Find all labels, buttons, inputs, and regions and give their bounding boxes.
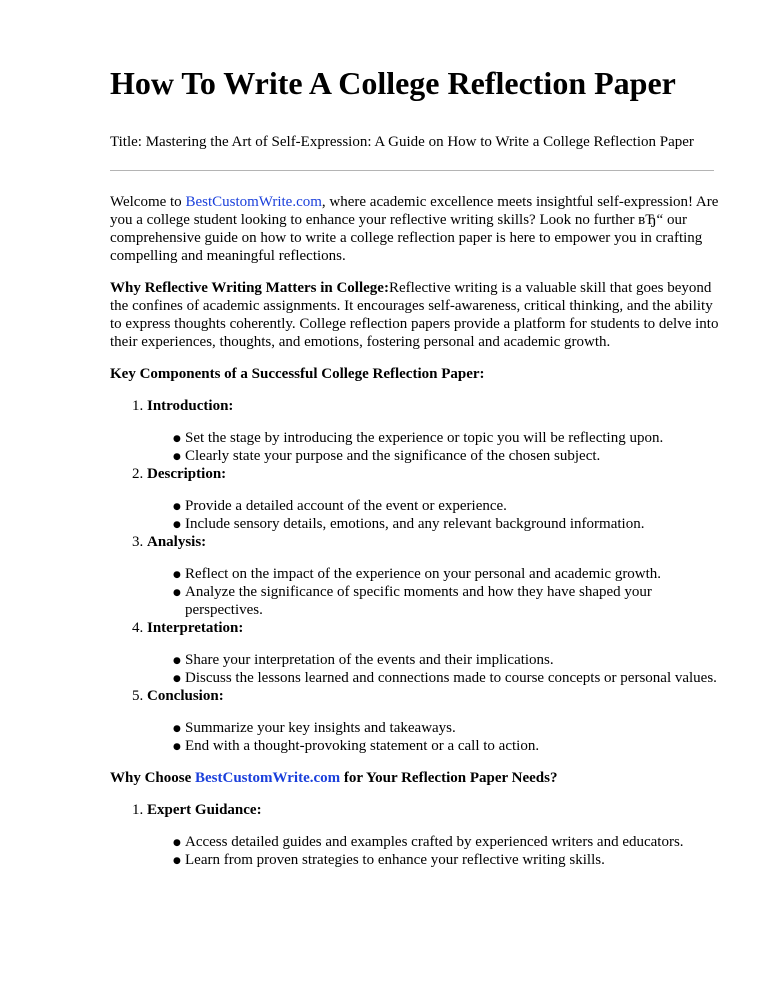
- list-item: [147, 619, 722, 687]
- page-title: How To Write A College Reflection Paper: [110, 65, 676, 101]
- choose-heading-start: Why Choose: [110, 770, 196, 786]
- item-label: 5. Conclusion:: [147, 688, 224, 704]
- bullet-item: ● Set the stage by introducing the experience or topic you will be reflecting upon.: [185, 429, 722, 447]
- bullet-item: ● Share your interpretation of the events and their implications.: [185, 651, 722, 669]
- bullet-list: [147, 429, 722, 465]
- bullet-item: ● Summarize your key insights and takeaways.: [185, 719, 722, 737]
- item-label: 2. Description:: [147, 466, 227, 482]
- intro-text-end: , where academic excellence meets insightful self-expression! Are you a college student looking to enhance your reflective writing skills? Look no further вЂ“ our comprehensive guide on how to write a college reflection paper is here to empower you in crafting compelling and meaningful reflections.: [110, 194, 719, 264]
- site-link[interactable]: BestCustomWrite.com: [195, 770, 341, 786]
- bullet-item: ● Access detailed guides and examples crafted by experienced writers and educators.: [185, 833, 722, 851]
- site-link[interactable]: BestCustomWrite.com: [185, 194, 322, 210]
- why-paragraph: [110, 279, 722, 351]
- intro-text-start: Welcome to: [110, 194, 186, 210]
- bullet-item: ● Learn from proven strategies to enhance your reflective writing skills.: [185, 851, 722, 869]
- list-item: [147, 533, 722, 619]
- bullet-list: [147, 719, 722, 755]
- choose-heading: [110, 769, 722, 787]
- bullet-item: ● Clearly state your purpose and the significance of the chosen subject.: [185, 447, 722, 465]
- item-label: 1. Expert Guidance:: [147, 802, 262, 818]
- bullet-list: [147, 565, 722, 619]
- why-heading: Why Reflective Writing Matters in College:: [110, 280, 389, 296]
- horizontal-rule: [110, 170, 714, 171]
- document-subtitle: Title: Mastering the Art of Self-Expression: A Guide on How to Write a College Reflection Paper: [110, 134, 694, 150]
- bullet-item: ● Include sensory details, emotions, and any relevant background information.: [185, 515, 722, 533]
- bullet-list: [147, 833, 722, 869]
- choose-heading-end: for Your Reflection Paper Needs?: [340, 770, 558, 786]
- item-label: 3. Analysis:: [147, 534, 207, 550]
- bullet-item: ● End with a thought-provoking statement or a call to action.: [185, 737, 722, 755]
- list-item: [147, 465, 722, 533]
- list-item: [147, 397, 722, 465]
- item-label: 4. Interpretation:: [147, 620, 244, 636]
- item-label: 1. Introduction:: [147, 398, 234, 414]
- intro-paragraph: [110, 193, 722, 265]
- components-heading: [110, 365, 722, 383]
- components-heading-text: Key Components of a Successful College Reflection Paper:: [110, 366, 485, 382]
- list-item: [147, 687, 722, 755]
- why-text: Reflective writing is a valuable skill that goes beyond the confines of academic assignments. It encourages self-awareness, critical thinking, and the ability to express thoughts coherently. College reflection papers provide a platform for students to delve into their experiences, thoughts, and emotions, fostering personal and academic growth.: [110, 280, 719, 350]
- bullet-item: ● Reflect on the impact of the experience on your personal and academic growth.: [185, 565, 722, 583]
- bullet-list: [147, 651, 722, 687]
- components-list: [110, 397, 722, 755]
- bullet-list: [147, 497, 722, 533]
- bullet-item: ● Analyze the significance of specific moments and how they have shaped your perspectives.: [185, 583, 722, 619]
- bullet-item: ● Discuss the lessons learned and connections made to course concepts or personal values.: [185, 669, 722, 687]
- choose-list: [110, 801, 722, 869]
- list-item: [147, 801, 722, 869]
- bullet-item: ● Provide a detailed account of the event or experience.: [185, 497, 722, 515]
- main-content: [110, 193, 722, 883]
